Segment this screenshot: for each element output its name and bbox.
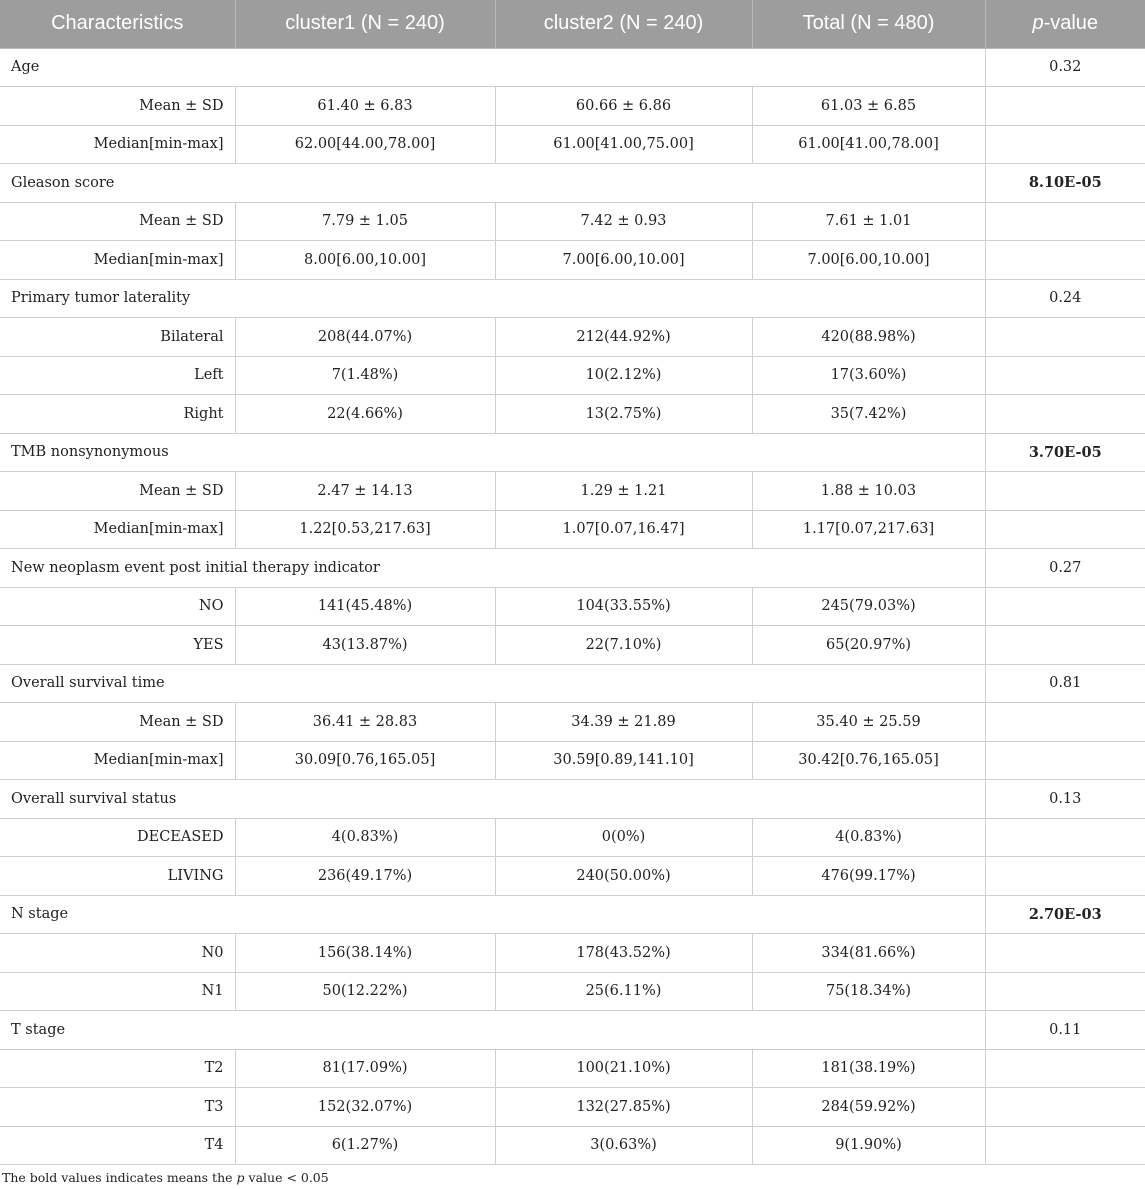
cluster1-cell: 6(1.27%)	[235, 1126, 495, 1165]
cluster1-cell: 62.00[44.00,78.00]	[235, 125, 495, 164]
group-row	[0, 1011, 1145, 1050]
total-cell: 420(88.98%)	[752, 318, 985, 357]
row-label: T3	[0, 1088, 235, 1127]
group-p-value: 0.81	[985, 664, 1145, 703]
table-row	[0, 1088, 1145, 1127]
footnote-p-italic: p	[236, 1170, 245, 1185]
cluster2-cell: 132(27.85%)	[495, 1088, 752, 1127]
group-name: Primary tumor laterality	[0, 279, 985, 318]
p-value-cell	[985, 703, 1145, 742]
table-row	[0, 626, 1145, 665]
p-value-cell	[985, 510, 1145, 549]
row-label: Right	[0, 395, 235, 434]
row-label: N0	[0, 934, 235, 973]
group-p-value: 2.70E-03	[985, 895, 1145, 934]
header-p-rest: -value	[1043, 12, 1099, 35]
footnote	[2, 1170, 329, 1185]
cluster1-cell: 208(44.07%)	[235, 318, 495, 357]
p-value-cell	[985, 472, 1145, 511]
total-cell: 7.61 ± 1.01	[752, 202, 985, 241]
total-cell: 75(18.34%)	[752, 972, 985, 1011]
p-value-cell	[985, 318, 1145, 357]
cluster2-cell: 100(21.10%)	[495, 1049, 752, 1088]
group-p-value: 8.10E-05	[985, 164, 1145, 203]
cluster2-cell: 25(6.11%)	[495, 972, 752, 1011]
total-cell: 17(3.60%)	[752, 356, 985, 395]
group-name: New neoplasm event post initial therapy indicator	[0, 549, 985, 588]
total-cell: 181(38.19%)	[752, 1049, 985, 1088]
row-label: Mean ± SD	[0, 87, 235, 126]
group-name: Overall survival status	[0, 780, 985, 819]
group-row	[0, 895, 1145, 934]
cluster1-cell: 30.09[0.76,165.05]	[235, 741, 495, 780]
cluster2-cell: 212(44.92%)	[495, 318, 752, 357]
cluster1-cell: 236(49.17%)	[235, 857, 495, 896]
cluster2-cell: 1.07[0.07,16.47]	[495, 510, 752, 549]
total-cell: 334(81.66%)	[752, 934, 985, 973]
total-cell: 9(1.90%)	[752, 1126, 985, 1165]
cluster1-cell: 1.22[0.53,217.63]	[235, 510, 495, 549]
p-value-cell	[985, 87, 1145, 126]
cluster2-cell: 0(0%)	[495, 818, 752, 857]
header-p-italic: p	[1032, 12, 1044, 35]
group-p-value: 3.70E-05	[985, 433, 1145, 472]
cluster1-cell: 7(1.48%)	[235, 356, 495, 395]
header-cluster1: cluster1 (N = 240)	[235, 0, 495, 48]
p-value-cell	[985, 857, 1145, 896]
p-value-cell	[985, 1126, 1145, 1165]
group-row	[0, 780, 1145, 819]
row-label: Mean ± SD	[0, 472, 235, 511]
p-value-cell	[985, 818, 1145, 857]
group-row	[0, 279, 1145, 318]
table-row	[0, 1126, 1145, 1165]
total-cell: 65(20.97%)	[752, 626, 985, 665]
row-label: T4	[0, 1126, 235, 1165]
table-header-row	[0, 0, 1145, 48]
table-row	[0, 318, 1145, 357]
table-row	[0, 241, 1145, 280]
p-value-cell	[985, 972, 1145, 1011]
total-cell: 35.40 ± 25.59	[752, 703, 985, 742]
group-row	[0, 664, 1145, 703]
cluster1-cell: 2.47 ± 14.13	[235, 472, 495, 511]
row-label: Median[min-max]	[0, 125, 235, 164]
cluster2-cell: 34.39 ± 21.89	[495, 703, 752, 742]
total-cell: 1.17[0.07,217.63]	[752, 510, 985, 549]
group-p-value: 0.32	[985, 48, 1145, 87]
row-label: Mean ± SD	[0, 202, 235, 241]
total-cell: 4(0.83%)	[752, 818, 985, 857]
group-row	[0, 48, 1145, 87]
p-value-cell	[985, 1049, 1145, 1088]
row-label: LIVING	[0, 857, 235, 896]
table-row	[0, 87, 1145, 126]
p-value-cell	[985, 202, 1145, 241]
table-row	[0, 741, 1145, 780]
cluster1-cell: 7.79 ± 1.05	[235, 202, 495, 241]
total-cell: 476(99.17%)	[752, 857, 985, 896]
group-name: TMB nonsynonymous	[0, 433, 985, 472]
cluster1-cell: 43(13.87%)	[235, 626, 495, 665]
p-value-cell	[985, 626, 1145, 665]
cluster2-cell: 60.66 ± 6.86	[495, 87, 752, 126]
footnote-text-before: The bold values indicates means the	[2, 1170, 237, 1185]
header-p-value	[985, 0, 1145, 48]
table-row	[0, 202, 1145, 241]
table-body	[0, 48, 1145, 1165]
cluster2-cell: 1.29 ± 1.21	[495, 472, 752, 511]
table-row	[0, 472, 1145, 511]
p-value-cell	[985, 587, 1145, 626]
p-value-cell	[985, 741, 1145, 780]
cluster1-cell: 61.40 ± 6.83	[235, 87, 495, 126]
group-name: Overall survival time	[0, 664, 985, 703]
table-row	[0, 395, 1145, 434]
cluster2-cell: 22(7.10%)	[495, 626, 752, 665]
row-label: YES	[0, 626, 235, 665]
row-label: Left	[0, 356, 235, 395]
group-name: Gleason score	[0, 164, 985, 203]
p-value-cell	[985, 241, 1145, 280]
cluster1-cell: 156(38.14%)	[235, 934, 495, 973]
cluster2-cell: 61.00[41.00,75.00]	[495, 125, 752, 164]
cluster1-cell: 50(12.22%)	[235, 972, 495, 1011]
p-value-cell	[985, 125, 1145, 164]
table-row	[0, 857, 1145, 896]
group-name: Age	[0, 48, 985, 87]
cluster1-cell: 8.00[6.00,10.00]	[235, 241, 495, 280]
p-value-cell	[985, 395, 1145, 434]
cluster2-cell: 240(50.00%)	[495, 857, 752, 896]
table-row	[0, 125, 1145, 164]
group-name: T stage	[0, 1011, 985, 1050]
footnote-text-after: value < 0.05	[244, 1170, 329, 1185]
header-total: Total (N = 480)	[752, 0, 985, 48]
table-row	[0, 972, 1145, 1011]
cluster2-cell: 10(2.12%)	[495, 356, 752, 395]
table-row	[0, 934, 1145, 973]
group-p-value: 0.24	[985, 279, 1145, 318]
total-cell: 61.03 ± 6.85	[752, 87, 985, 126]
row-label: Median[min-max]	[0, 510, 235, 549]
row-label: DECEASED	[0, 818, 235, 857]
cluster1-cell: 81(17.09%)	[235, 1049, 495, 1088]
cluster2-cell: 7.42 ± 0.93	[495, 202, 752, 241]
cluster1-cell: 4(0.83%)	[235, 818, 495, 857]
total-cell: 245(79.03%)	[752, 587, 985, 626]
total-cell: 30.42[0.76,165.05]	[752, 741, 985, 780]
header-cluster2: cluster2 (N = 240)	[495, 0, 752, 48]
group-p-value: 0.27	[985, 549, 1145, 588]
p-value-cell	[985, 1088, 1145, 1127]
table-row	[0, 1049, 1145, 1088]
cluster2-cell: 13(2.75%)	[495, 395, 752, 434]
group-p-value: 0.11	[985, 1011, 1145, 1050]
total-cell: 61.00[41.00,78.00]	[752, 125, 985, 164]
row-label: Median[min-max]	[0, 241, 235, 280]
total-cell: 284(59.92%)	[752, 1088, 985, 1127]
cluster1-cell: 36.41 ± 28.83	[235, 703, 495, 742]
cluster2-cell: 30.59[0.89,141.10]	[495, 741, 752, 780]
cluster1-cell: 152(32.07%)	[235, 1088, 495, 1127]
group-name: N stage	[0, 895, 985, 934]
group-row	[0, 164, 1145, 203]
p-value-cell	[985, 934, 1145, 973]
cluster2-cell: 178(43.52%)	[495, 934, 752, 973]
total-cell: 1.88 ± 10.03	[752, 472, 985, 511]
total-cell: 7.00[6.00,10.00]	[752, 241, 985, 280]
group-p-value: 0.13	[985, 780, 1145, 819]
group-row	[0, 433, 1145, 472]
row-label: T2	[0, 1049, 235, 1088]
cluster2-cell: 3(0.63%)	[495, 1126, 752, 1165]
cluster2-cell: 104(33.55%)	[495, 587, 752, 626]
table-row	[0, 818, 1145, 857]
total-cell: 35(7.42%)	[752, 395, 985, 434]
table-row	[0, 587, 1145, 626]
row-label: N1	[0, 972, 235, 1011]
table-row	[0, 703, 1145, 742]
cluster1-cell: 22(4.66%)	[235, 395, 495, 434]
cluster1-cell: 141(45.48%)	[235, 587, 495, 626]
group-row	[0, 549, 1145, 588]
row-label: Mean ± SD	[0, 703, 235, 742]
cluster2-cell: 7.00[6.00,10.00]	[495, 241, 752, 280]
header-characteristics: Characteristics	[0, 0, 235, 48]
table-row	[0, 510, 1145, 549]
row-label: NO	[0, 587, 235, 626]
table-row	[0, 356, 1145, 395]
row-label: Median[min-max]	[0, 741, 235, 780]
row-label: Bilateral	[0, 318, 235, 357]
p-value-cell	[985, 356, 1145, 395]
